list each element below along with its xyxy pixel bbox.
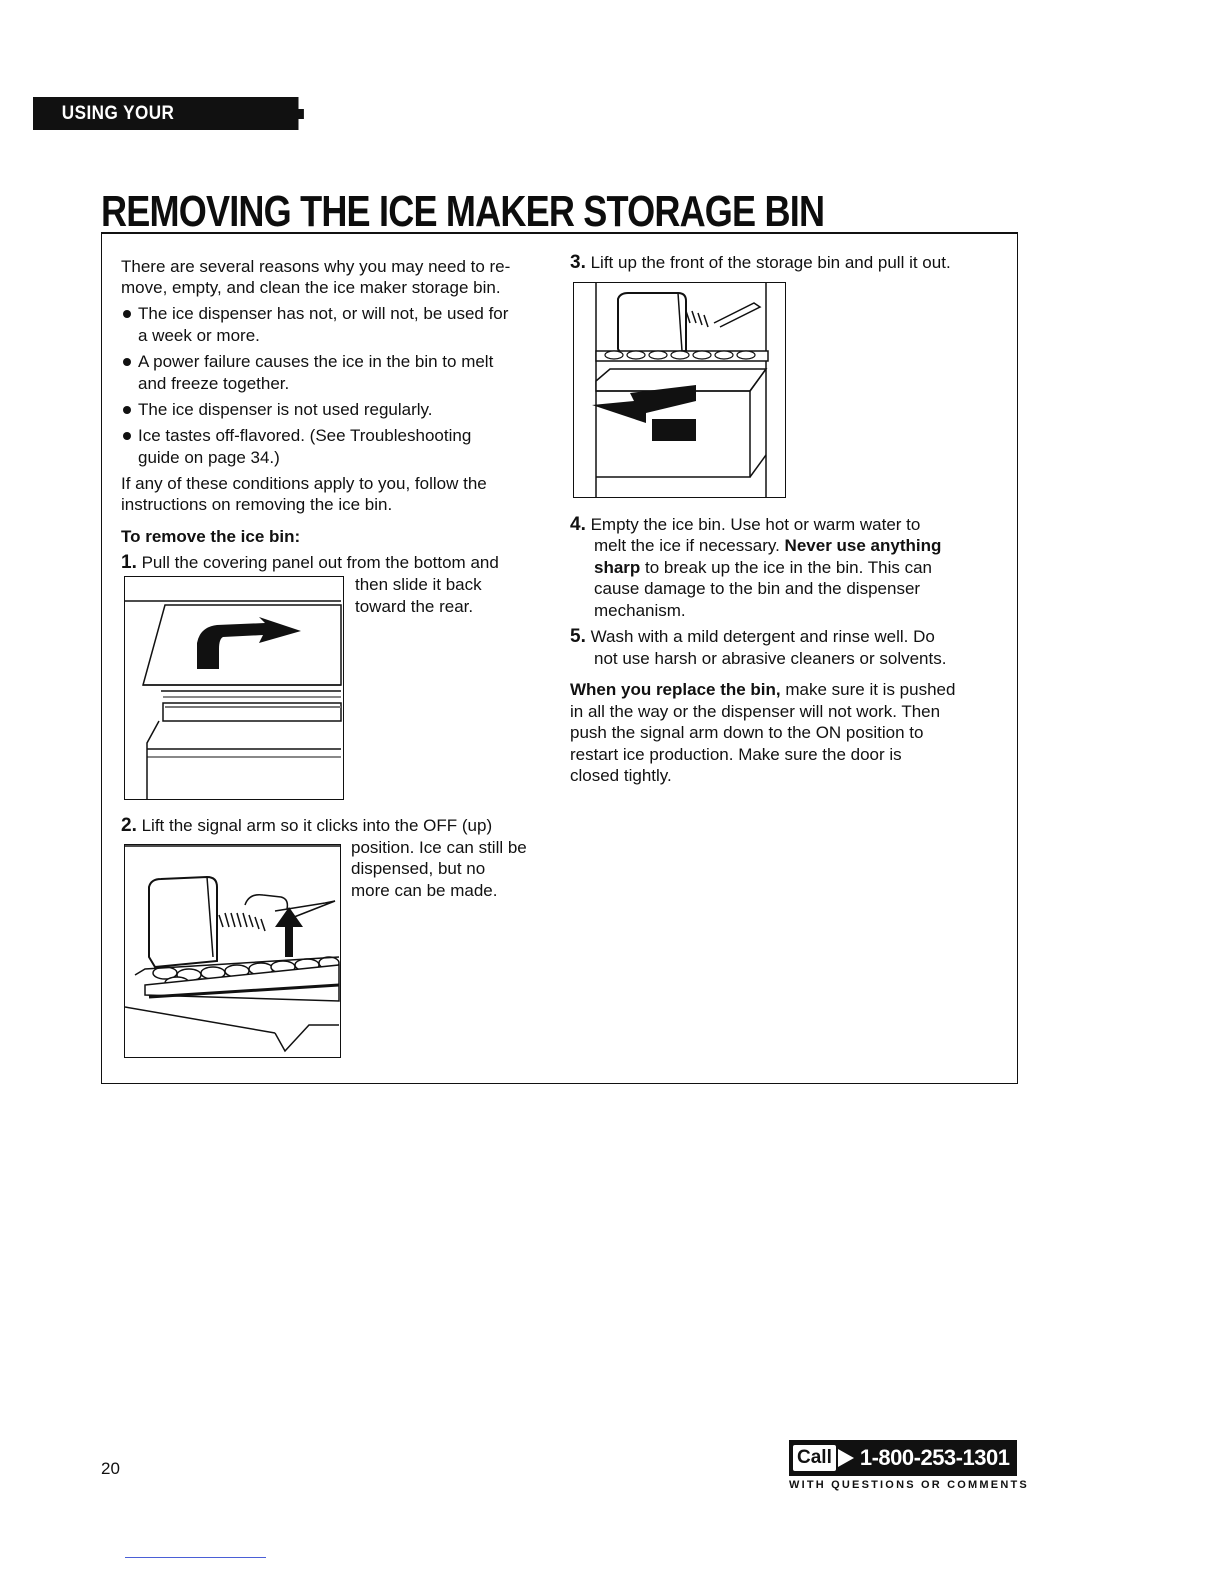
footer-rule [125,1557,266,1558]
step-4-warning: Never use anything [784,536,942,555]
conditions-line-2: instructions on removing the ice bin. [121,495,393,514]
step-4-line-1 [570,514,920,536]
bullet-item [121,351,493,394]
replace-line-1-text: make sure it is pushed [780,680,956,699]
covering-panel-illustration [124,576,344,800]
arrow-right-icon [838,1449,854,1467]
bullet-item [121,425,471,468]
step-1-line-1 [121,552,499,574]
replace-line-1 [570,679,955,701]
step-3-text: Lift up the front of the storage bin and pull it out. [590,253,951,272]
page-title: REMOVING THE ICE MAKER STORAGE BIN [101,187,825,236]
bullet-line: The ice dispenser has not, or will not, be used for [138,304,509,323]
replace-line-2: in all the way or the dispenser will not work. Then [570,702,941,721]
bullet-line: a week or more. [138,325,260,345]
step-2-line-2: position. Ice can still be [351,838,527,857]
page-number: 20 [101,1459,120,1478]
replace-line-3: push the signal arm down to the ON position to [570,723,924,742]
section-banner [33,97,299,157]
step-1-line-2: then slide it back [355,575,482,594]
remove-heading: To remove the ice bin: [121,527,301,546]
signal-arm-illustration [124,844,341,1058]
step-4-line-2a: melt the ice if necessary. [594,536,785,555]
step-3-line [570,252,951,274]
intro-line-1: There are several reasons why you may need to re- [121,257,511,276]
call-word: Call [793,1445,836,1471]
bullet-dot-icon [123,310,131,318]
bullet-dot-icon [123,358,131,366]
phone-number: 1-800-253-1301 [859,1445,1010,1470]
step-4-line-3b: to break up the ice in the bin. This can [640,558,932,577]
replace-line-4: restart ice production. Make sure the door is [570,745,902,764]
step-4-line-3 [594,557,932,579]
bullet-dot-icon [123,432,131,440]
step-2-text: Lift the signal arm so it clicks into the OFF (up) [141,816,493,835]
step-2-line-3: dispensed, but no [351,859,486,878]
step-4-text: Empty the ice bin. Use hot or warm water to [590,515,921,534]
step-5-line-1 [570,626,935,648]
step-4-line-2 [594,535,941,557]
step-2-line-1 [121,815,492,837]
step-1-text: Pull the covering panel out from the bottom and [141,553,499,572]
bullet-line: A power failure causes the ice in the bin to melt [138,352,494,371]
bullet-line: guide on page 34.) [138,447,280,467]
step-5-number: 5. [570,626,586,647]
step-3-number: 3. [570,252,586,273]
step-5-line-2: not use harsh or abrasive cleaners or solvents. [594,649,947,668]
bullet-dot-icon [123,406,131,414]
bullet-line: and freeze together. [138,373,290,393]
step-2-line-4: more can be made. [351,881,498,900]
step-5-text: Wash with a mild detergent and rinse well. Do [590,627,935,646]
bullet-item [121,399,433,421]
step-4-line-4: cause damage to the bin and the dispenser [594,579,921,598]
step-2-number: 2. [121,815,137,836]
bullet-item [121,303,508,346]
section-label: USING YOUR REFRIGERATOR [61,103,203,157]
bullet-line: The ice dispenser is not used regularly. [138,400,433,419]
replace-line-5: closed tightly. [570,766,672,785]
intro-line-2: move, empty, and clean the ice maker storage bin. [121,278,501,297]
step-4-number: 4. [570,514,586,535]
replace-lead: When you replace the bin, [570,680,781,699]
step-4-line-5: mechanism. [594,601,686,620]
step-4-warning-cont: sharp [594,558,641,577]
step-1-number: 1. [121,552,137,573]
storage-bin-illustration [573,282,786,498]
bullet-line: Ice tastes off-flavored. (See Troubleshooting [138,426,472,445]
step-1-line-3: toward the rear. [355,597,474,616]
call-banner [789,1440,1017,1476]
call-subtext: WITH QUESTIONS OR COMMENTS [789,1479,1029,1491]
conditions-line-1: If any of these conditions apply to you, follow the [121,474,487,493]
